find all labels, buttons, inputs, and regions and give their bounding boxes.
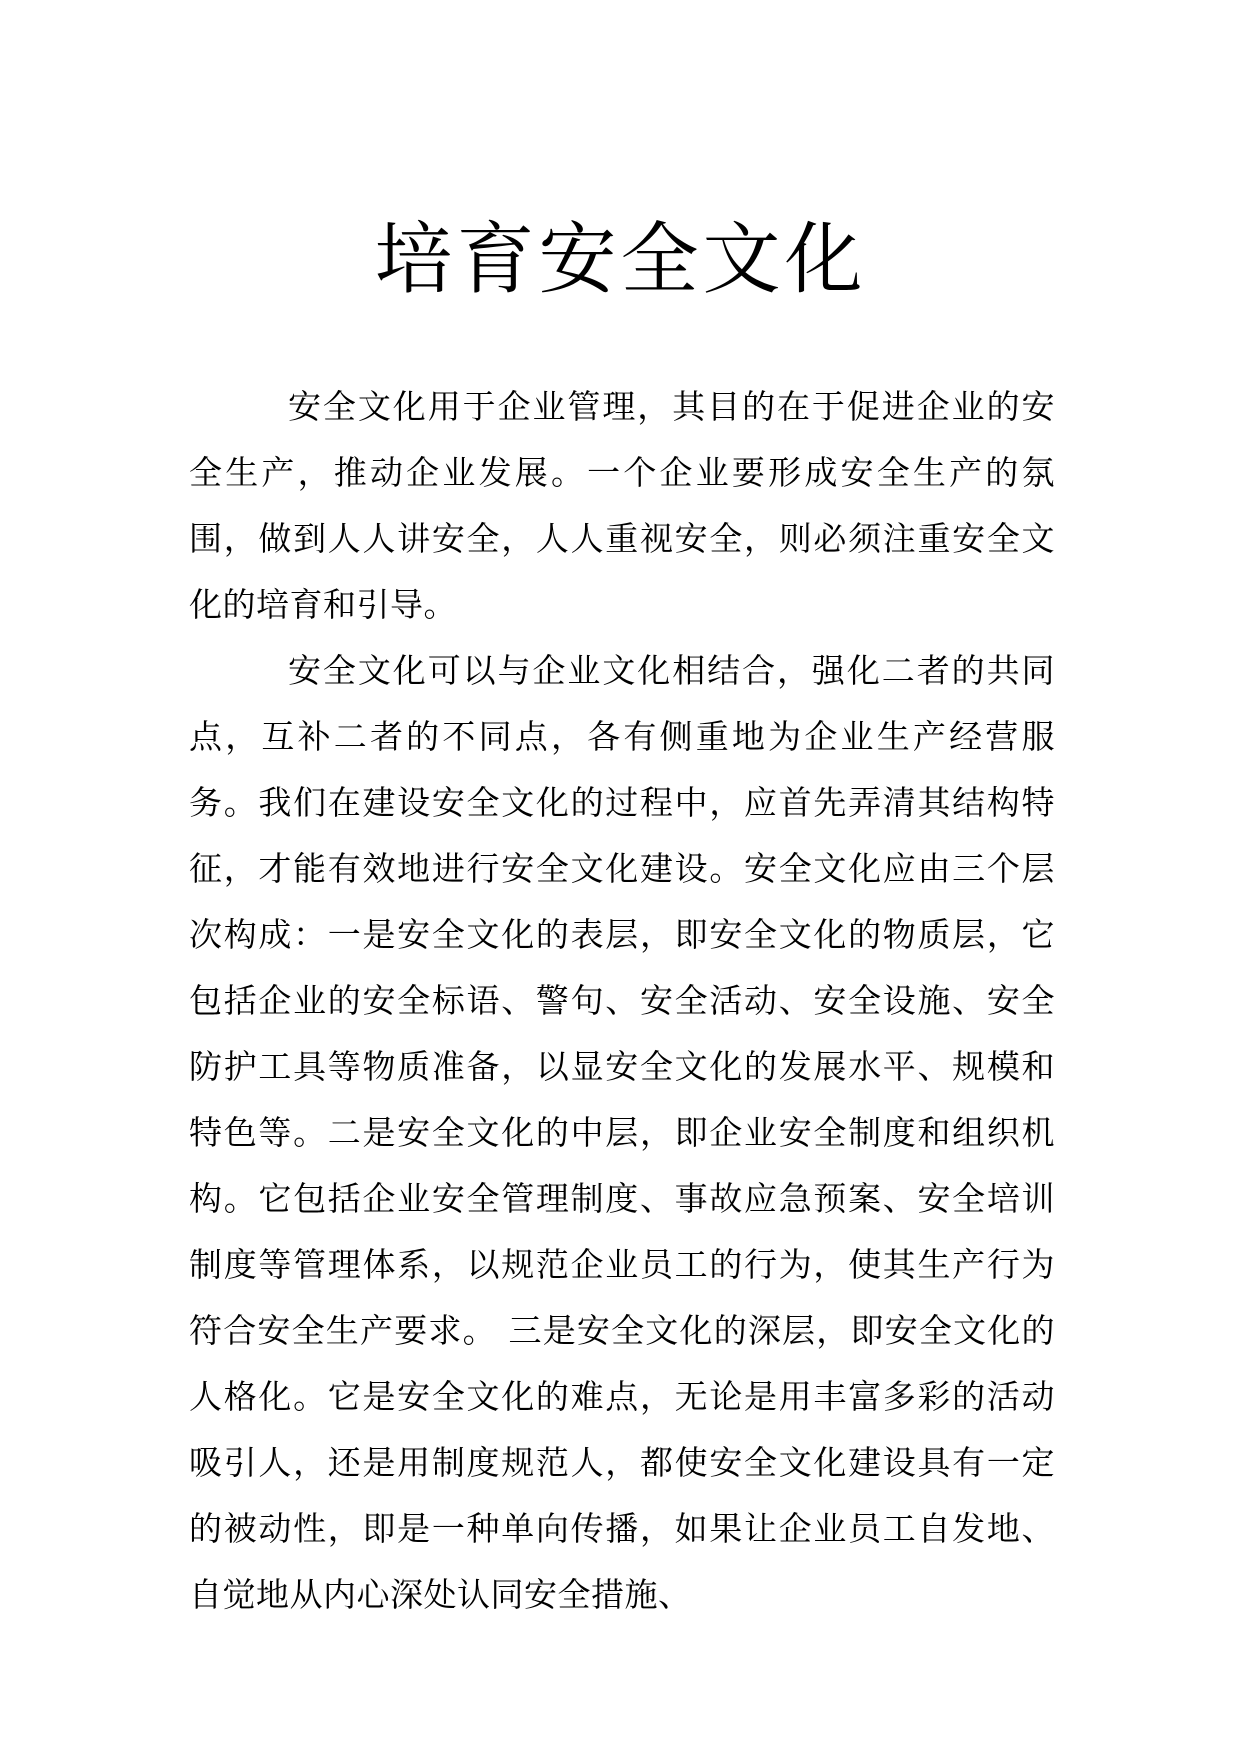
document-title: 培育安全文化: [374, 215, 867, 305]
paragraph: 安全文化可以与企业文化相结合，强化二者的共同点，互补二者的不同点，各有侧重地为企业生产经营服务。我们在建设安全文化的过程中，应首先弄清其结构特征，才能有效地进行安全文化建设。安全文化应由三个层次构成：一是安全文化的表层，即安全文化的物质层，它包括企业的安全标语、警句、安全活动、安全设施、安全防护工具等物质准备，以显安全文化的发展水平、规模和特色等。二是安全文化的中层，即企业安全制度和组织机构。它包括企业安全管理制度、事故应急预案、安全培训制度等管理体系，以规范企业员工的行为，使其生产行为符合安全生产要求。 三是安全文化的深层，即安全文化的人格化。它是安全文化的难点，无论是用丰富多彩的活动吸引人，还是用制度规范人，都使安全文化建设具有一定的被动性，即是一种单向传播，如果让企业员工自发地、自觉地从内心深处认同安全措施、: [189, 651, 1055, 1614]
document-body: [189, 374, 1055, 1628]
paragraph: 安全文化用于企业管理，其目的在于促进企业的安全生产，推动企业发展。一个企业要形成安全生产的氛围，做到人人讲安全，人人重视安全，则必须注重安全文化的培育和引导。: [189, 387, 1055, 624]
